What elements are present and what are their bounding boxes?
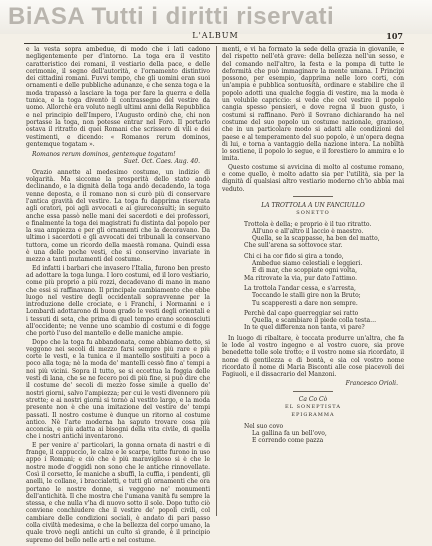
poem-line: Nel suo covo	[244, 422, 284, 430]
paragraph: E per venire a' particolari, la gonna ornata di nastri e di frange, il cappuccio, le calze e le scarpe, tutte furono in uso appo i Romani; e ciò che è più maraviglioso si è che le nostre mode d'oggidì non sono che le antiche rinnovellate. Così il corsetto, le maniche a sbuffi, la cuffia, i pendenti, gli anelli, le collane, i braccialetti, e tutti gli ornamenti che ora portano le nostre donne, si veggono ne' monumenti dell'antichità. Il che mostra che l'umana vanità fu sempre la stessa, e che nulla v'ha di nuovo sotto il sole. Dopo tutto ciò conviene conchiudere che il vestire de' popoli civili, col cambiare delle condizioni sociali, è andato di pari passo colla civiltà medesima, e che la bellezza del corpo umano, la quale trovò negli antichi un culto sì grande, è il principio supremo del bello nelle arti e nel costume.	[26, 441, 210, 544]
paragraph: e la vesta sopra ambedue, di modo che i lati cadono negligentemente per d'intorno. La toga era il vestito caratteristico dei romani, il vestiario della pace, e delle cerimonie, il segno dell'autorità, e l'ornamento distintivo dei cittadini romani. Fuvvi tempo, che gli uomini eran suoi ornamenti e delle pubbliche adunanze, e che senza toga e la moda trapassò a lasciare la toga per fare la guerra e della tunica, e la toga diventò il contrassegno del vestire da uomo. Allorchè era voluto negli ultimi anni della Repubblica e nel principio dell'Impero, l'Augusto ordinò che, chi non portasse la toga, non potesse entrar nel Foro. Il portarlo ostava il ritratto di quei Romani che scrissero di vili e dei vestimenti, e dicendo: « Romanos rerum dominos, gentemque togatam ».	[26, 46, 211, 148]
poem-line: Quella, e scambiare il piede colla testa…	[252, 317, 377, 325]
journal-title: L'ALBUM	[192, 31, 239, 40]
poem-line: Chi ci ha cor fido si gira a tondo,	[244, 252, 344, 260]
poem-line: La trottola l'andar cessa, e s'arresta,	[244, 284, 356, 292]
poem-line: Ambedue siamo celestiali e leggieri.	[252, 260, 363, 268]
paragraph: Questo costume si avvicina di molto al costume romano, e come quello, è molto adatto sia per l'utilità, sia per la dignità di qualsiasi altro vestiario moderno ch'io abbia mai veduto.	[222, 163, 404, 193]
header-rule	[24, 43, 404, 44]
paragraph: Ed infatti i barbari che invasero l'Italia, furono ben presto ad adottare la toga lunga. I loro costumi, ed il loro vestiario, come più proprio a più rozzi, decadevano di mano in mano che essi si raffinavano. Il principale cambiamento che ebbe luogo nel vestire degli occidentali sopravvenne per la introduzione delle crociate, e i Franchi, i Normanni e i Lombardi adottarono di buon grado le vesti degli orientali e i tessuti di seta, che prima di quel tempo erano sconosciuti all'occidente; ne venne uno scambio di costumi e di fogge che portò l'uso del mantello e delle maniche ampie.	[26, 264, 210, 338]
poem-title: LA TROTTOLA A UN FANCIULLO	[261, 201, 365, 209]
riddle-heading: EL SONEPTISTA	[285, 404, 341, 411]
poem-line: E di mar, che scoppiate ogni volta,	[252, 267, 357, 275]
poem-line: La gallina fa un bell'ovo,	[252, 429, 327, 437]
watermark-banner: BiASA Tutti i diritti riservati	[0, 0, 432, 34]
paragraph: menti, e vi ha formato la sede della grazia in giovanile, e del rispetto nell'età grave: della bellezza nell'un sesso, e del comando nell'altro, la festa e la pompa di tutte le deformità che può immaginare la mente umana. I Principi possono, per esempio, dapprima nelle loro corti, con un'ampia e pubblica sontuosità, ordinare e stabilire che il popolo adotti una qualche foggia di vestire, ma la moda è un volubile capriccio: si vede che col vestire il popolo cangia spesso pensieri, e dove regna il buon gusto, i costumi si raffinano. Però il Sovrano dichiarando ha nel costume del suo popolo un costume nazionale, grazioso, che in un particolare modo si adatti alle condizioni del paese e al temperamento del suo popolo, è un'opera degna di lui, e torna a vantaggio della nazione intera. La nobiltà lo sostiene, il popolo lo segue, e il forestiero lo ammira e lo imita.	[222, 46, 404, 163]
poem-line: Toccando le stalli gire non la Bruto;	[252, 292, 361, 300]
poem-line: In te quel differenza non tanta, vi pare?	[244, 324, 365, 332]
paragraph: Orazio annette al medesimo costume, un indizio di volgarità. Ma siccome la prosperità dello stato andò declinando, e la dignità della toga andò decadendo, la toga venne deposta, e il romano non si curò più di conservare l'antica gravità del vestire. La toga fu dapprima riservata agli oratori, poi agli avvocati e ai giureconsulti; in seguito anche essa passò nelle mani dei sacerdoti e dei professori, e finalmente la toga dei magistrati fu distinta dal popolo per la sua ampiezza e per gli ornamenti che la decoravano. Da ultimo i sacerdoti e gli avvocati dei tribunali la conservano tuttora, come un ricordo della maestà romana. Quindi essa è una delle poche vesti, che si conservino invariate in mezzo a tanti mutamenti del costume.	[26, 168, 210, 264]
poem-subtitle: SONETTO	[296, 210, 330, 217]
poem	[222, 221, 404, 332]
poem-line: E correndo come pazza	[252, 437, 324, 445]
paragraph: In luogo di ribaltare, è toccata produrre un'altra, che fa le lode al vostro ingegno e al vostro cuore, sia prove benedette tolle sole trotto; e il vostro nome sia ricordato, il nome di gentilezza e di bontà, e sia col vostro nome ricordato il nome di Maria Bisconti alle cose piacevoli dei Fagiuoli, e il dissacrario del Manzoni.	[222, 334, 404, 379]
poem-line: All'uno e all'altro il laccio è maestro.	[252, 227, 364, 235]
riddle-title: Ca Co Cò	[298, 395, 328, 403]
author-signature: Francesco Orioli.	[345, 380, 398, 388]
poem-line: Quella, se la scappasse, ha ben del matto,	[252, 235, 380, 243]
paragraph: Dopo che la toga fu abbandonata, come abbiamo detto, si veggono nei secoli di mezzo farsi sempre più rare e più corte le vesti, e la tunica e il mantello sostituiti a poco a poco alla toga; nè la moda de' mantelli cessò fino a' tempi a noi più vicini. Sopra il tutto, se si eccettua la foggia delle vesti di lana, che se ne fecero poi di più fine, si può dire che il costume de' secoli di mezzo fosse simile a quello de' nostri giorni, salvo l'ampiezza; per cui le vesti divennero più strette; e ai nostri giorni si tornò al vestito largo, e la moda presente non è che una imitazione del vestire de' tempi passati. Il nostro costume è dunque un ritorno al costume antico. Nè l'arte moderna ha saputo trovare cosa più acconcia, e più adatta ai bisogni della vita civile, di quella che i nostri antichi inventarono.	[26, 338, 210, 441]
poem-line: Perchè dal capo guerreggiar sei ratto	[244, 309, 359, 317]
quote-citation: Suet. Oct. Caes. Aug. 40.	[123, 158, 200, 166]
column-separator	[216, 46, 217, 516]
poem-line: Che sull'arena sa sottovoce star.	[244, 242, 343, 250]
running-header	[28, 30, 403, 42]
riddle-subheading: EPIGRAMMA	[291, 412, 335, 419]
latin-quote: Romanos rerum dominos, gentemque togatam!	[32, 151, 176, 159]
poem-line: Ma ritrovate la via, pur dato l'attimo.	[244, 274, 358, 282]
poem-line: Tu scapperesti a dare non sempre.	[252, 299, 358, 307]
section-divider	[293, 391, 333, 392]
section-divider	[293, 196, 333, 197]
poem-line: Trottola è della; e proprio è il tuo ritratto.	[244, 220, 372, 228]
left-column	[26, 46, 211, 544]
page-number: 107	[386, 31, 403, 41]
right-column	[222, 46, 404, 518]
